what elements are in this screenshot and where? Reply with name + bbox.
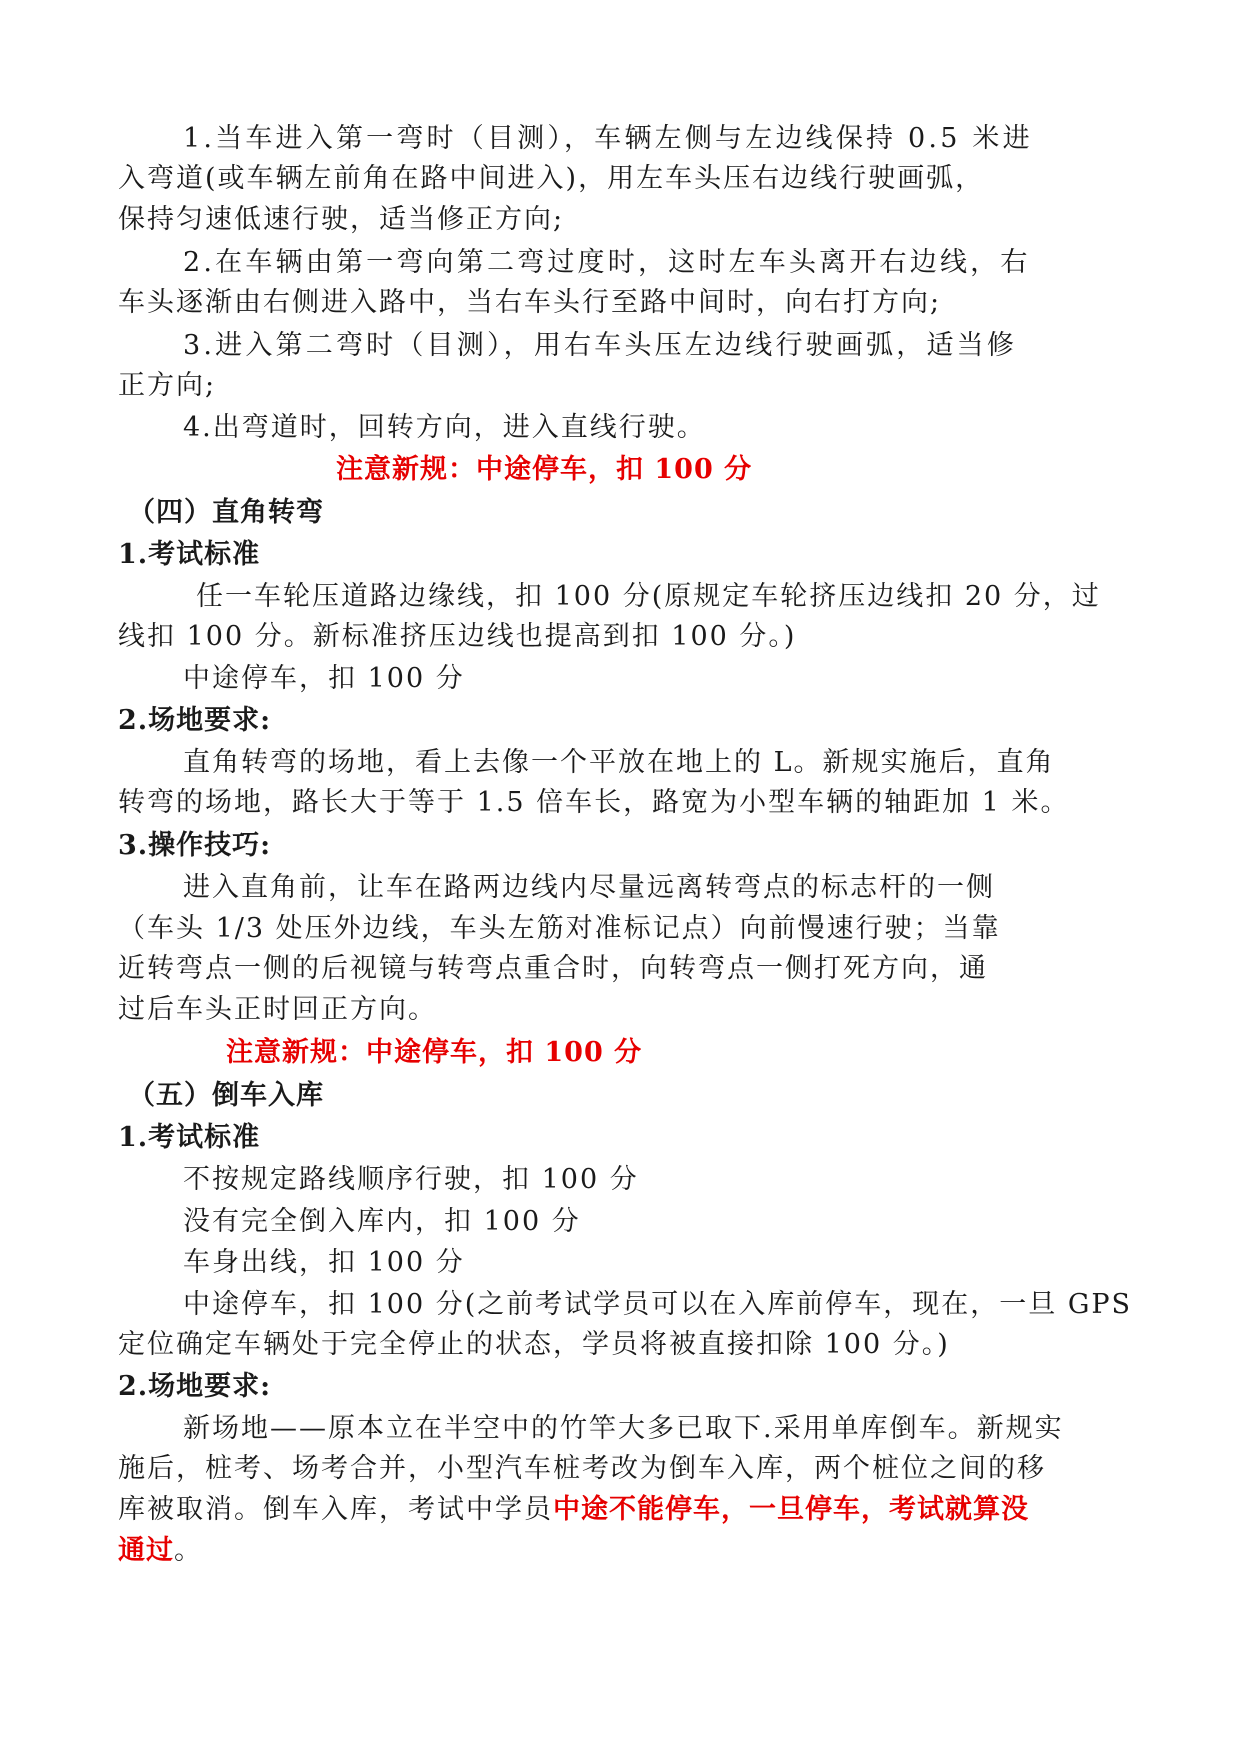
body-line: （车头 1/3 处压外边线，车头左筋对准标记点）向前慢速行驶；当靠	[118, 913, 1001, 944]
highlighted-warning: 通过	[118, 1535, 174, 1566]
body-line: 定位确定车辆处于完全停止的状态，学员将被直接扣除 100 分。)	[118, 1329, 950, 1360]
subsection-heading: 1.考试标准	[118, 539, 261, 570]
body-line: 4.出弯道时，回转方向，进入直线行驶。	[183, 412, 706, 443]
body-line: 不按规定路线顺序行驶，扣 100 分	[183, 1164, 639, 1195]
body-line: 施后，桩考、场考合并，小型汽车桩考改为倒车入库，两个桩位之间的移	[118, 1453, 1046, 1484]
body-line: 进入直角前，让车在路两边线内尽量远离转弯点的标志杆的一侧	[183, 872, 995, 903]
body-line	[118, 1490, 1029, 1530]
body-line	[118, 1531, 203, 1571]
subsection-heading: 2.场地要求:	[118, 1371, 272, 1402]
section-heading: （四）直角转弯	[128, 497, 324, 528]
body-line: 没有完全倒入库内，扣 100 分	[183, 1206, 581, 1237]
subsection-heading: 2.场地要求:	[118, 705, 272, 736]
new-rule-warning: 注意新规：中途停车，扣 100 分	[226, 1037, 643, 1068]
body-line: 入弯道(或车辆左前角在路中间进入)，用左车头压右边线行驶画弧，	[118, 163, 985, 194]
subsection-heading: 3.操作技巧:	[118, 830, 272, 861]
body-line: 中途停车，扣 100 分(之前考试学员可以在入库前停车，现在，一旦 GPS	[183, 1289, 1133, 1320]
body-line: 3.进入第二弯时（目测），用右车头压左边线行驶画弧，适当修	[183, 330, 1018, 361]
body-text: 。	[174, 1535, 203, 1566]
body-line: 任一车轮压道路边缘线，扣 100 分(原规定车轮挤压边线扣 20 分，过	[196, 581, 1101, 612]
body-line: 转弯的场地，路长大于等于 1.5 倍车长，路宽为小型车辆的轴距加 1 米。	[118, 787, 1070, 818]
body-line: 2.在车辆由第一弯向第二弯过度时，这时左车头离开右边线，右	[183, 247, 1031, 278]
subsection-heading: 1.考试标准	[118, 1122, 261, 1153]
body-line: 保持匀速低速行驶，适当修正方向;	[118, 204, 565, 235]
body-line: 正方向;	[118, 370, 217, 401]
body-text: 库被取消。倒车入库，考试中学员	[118, 1494, 553, 1525]
body-line: 直角转弯的场地，看上去像一个平放在地上的 L。新规实施后，直角	[183, 747, 1055, 778]
highlighted-warning: 中途不能停车，一旦停车，考试就算没	[553, 1494, 1029, 1525]
new-rule-warning: 注意新规：中途停车，扣 100 分	[336, 454, 753, 485]
body-line: 1.当车进入第一弯时（目测），车辆左侧与左边线保持 0.5 米进	[183, 123, 1033, 154]
body-line: 新场地——原本立在半空中的竹竿大多已取下.采用单库倒车。新规实	[183, 1413, 1064, 1444]
body-line: 过后车头正时回正方向。	[118, 994, 437, 1025]
body-line: 车身出线，扣 100 分	[183, 1247, 465, 1278]
body-line: 车头逐渐由右侧进入路中，当右车头行至路中间时，向右打方向;	[118, 287, 942, 318]
body-line: 线扣 100 分。新标准挤压边线也提高到扣 100 分。)	[118, 621, 797, 652]
section-heading: （五）倒车入库	[128, 1080, 324, 1111]
body-line: 中途停车，扣 100 分	[183, 663, 465, 694]
body-line: 近转弯点一侧的后视镜与转弯点重合时，向转弯点一侧打死方向，通	[118, 953, 988, 984]
